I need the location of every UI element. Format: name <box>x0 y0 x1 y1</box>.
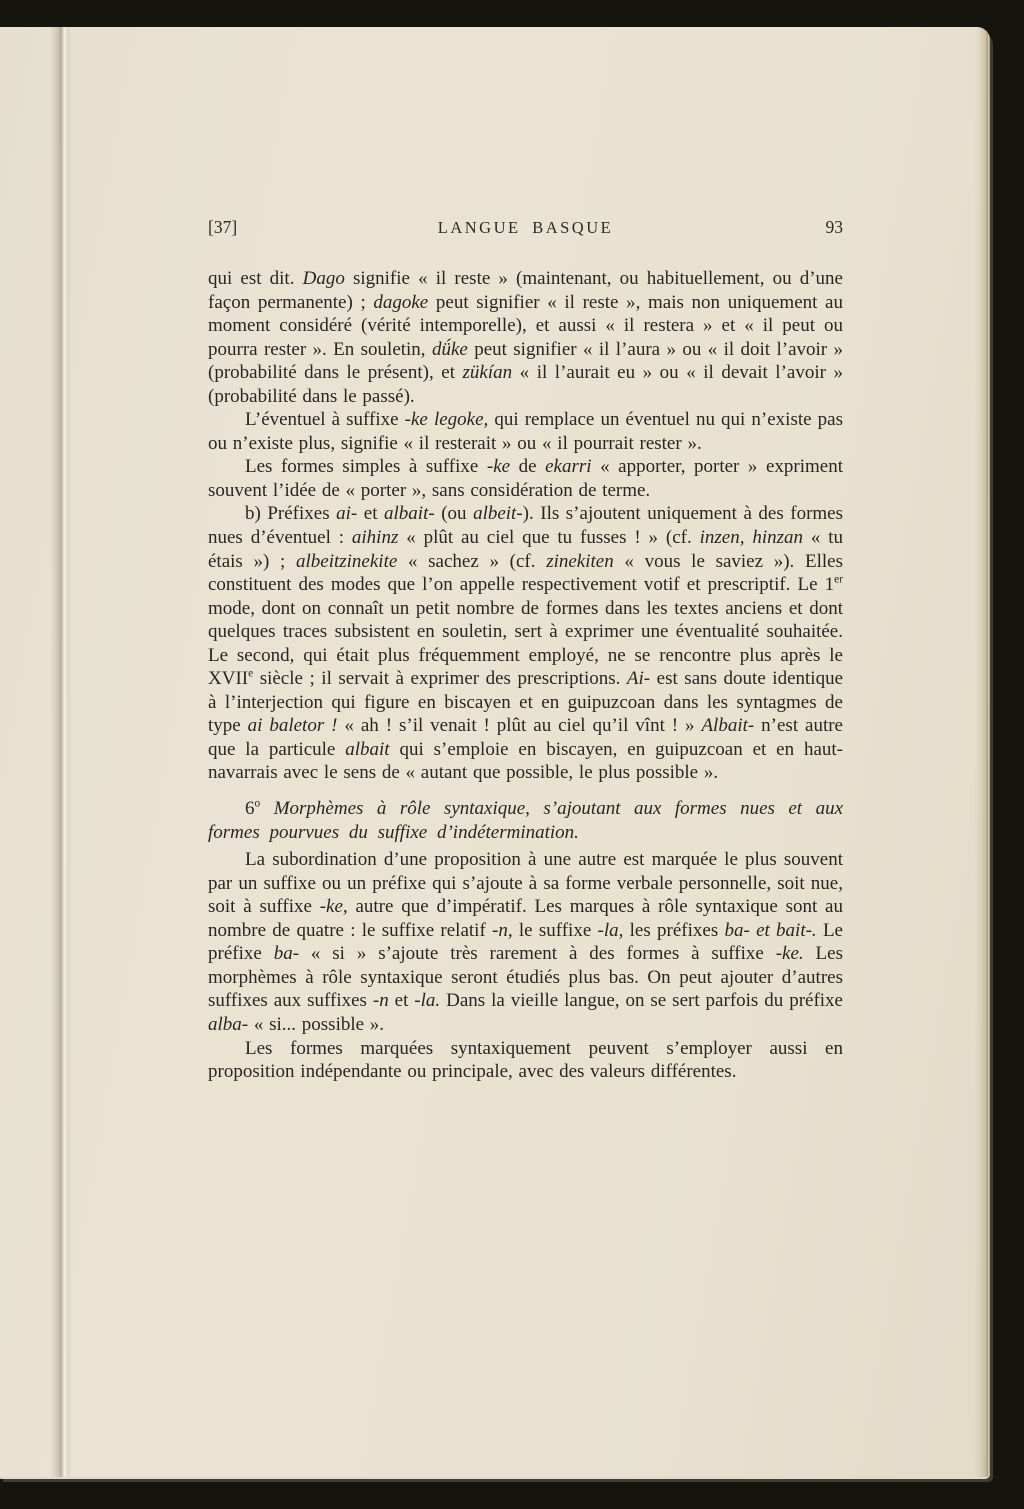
paragraph: La subordination d’une proposition à une autre est marquée le plus souvent par un suffixe ou un préfixe qui s’ajoute à sa forme verbale personnelle, soit nue, soit à suffixe -ke, autre que d’impératif. Les marques à rôle syntaxique sont au nombre de quatre : le suffixe relatif -n, le suffixe -la, les préfixes ba- et bait-. Le préfixe ba- « si » s’ajoute très rarement à des formes à suffixe -ke. Les morphèmes à rôle syntaxique seront étudiés plus bas. On peut ajouter d’autres suffixes aux suffixes -n et -la. Dans la vieille langue, on se sert parfois du préfixe alba- « si... possible ». <box>208 849 843 1035</box>
running-title: LANGUE BASQUE <box>437 218 614 237</box>
section-reference: [37] <box>208 217 238 237</box>
paragraph: L’éventuel à suffixe -ke legoke, qui remplace un éventuel nu qui n’existe pas ou n’existe plus, signifie « il resterait » ou « il pourrait rester ». <box>208 409 843 454</box>
paragraph: b) Préfixes ai- et albait- (ou albeit-). Ils s’ajoutent uniquement à des formes nues d’éventuel : aihinz « plût au ciel que tu fusses ! » (cf. inzen, hinzan « tu étais ») ; albeitzinekite « sachez » (cf. zinekiten « vous le saviez »). Elles constituent des modes que l’on appelle respectivement votif et prescriptif. Le 1er mode, dont on connaît un petit nombre de formes dans les textes anciens et dont quelques traces subsistent en souletin, sert à exprimer une éventualité souhaitée. Le second, qui était plus fréquemment employé, ne se rencontre plus après le XVIIe siècle ; il servait à exprimer des prescriptions. Ai- est sans doute identique à l’interjection qui figure en biscayen et en guipuzcoan dans les syntagmes de type ai baletor ! « ah ! s’il venait ! plût au ciel qu’il vînt ! » Albait- n’est autre que la particule albait qui s’emploie en biscayen, en guipuzcoan et en haut-navarrais avec le sens de « autant que possible, le plus possible ». <box>208 503 844 784</box>
paragraph: Les formes marquées syntaxiquement peuvent s’employer aussi en proposition indépendante ou principale, avec des valeurs différentes. <box>208 1037 843 1083</box>
page-edge-stack <box>974 27 990 1477</box>
paragraph: qui est dit. Dago signifie « il reste » (maintenant, ou habituellement, ou d’une façon permanente) ; dagoke peut signifier « il reste », mais non uniquement au moment considéré (vérité intemporelle), et aussi « il restera » et « il peut ou pourra rester ». En souletin, dǘke peut signifier « il l’aura » ou « il doit l’avoir » (probabilité dans le présent), et zükían « il l’aurait eu » ou « il devait l’avoir » (probabilité dans le passé). <box>208 268 843 407</box>
book-page <box>0 27 990 1477</box>
text-column <box>208 267 843 1084</box>
page-number: 93 <box>825 217 843 237</box>
section-heading: 6$^o$ Morphèmes à rôle syntaxique, s’ajoutant aux formes nues et aux formes pourvues du suffixe d’indétermination. <box>208 797 843 843</box>
gutter-fold-shadow <box>50 27 72 1477</box>
running-head <box>208 217 843 238</box>
paragraph: Les formes simples à suffixe -ke de ekarri « apporter, porter » expriment souvent l’idée de « porter », sans considération de terme. <box>208 456 844 501</box>
